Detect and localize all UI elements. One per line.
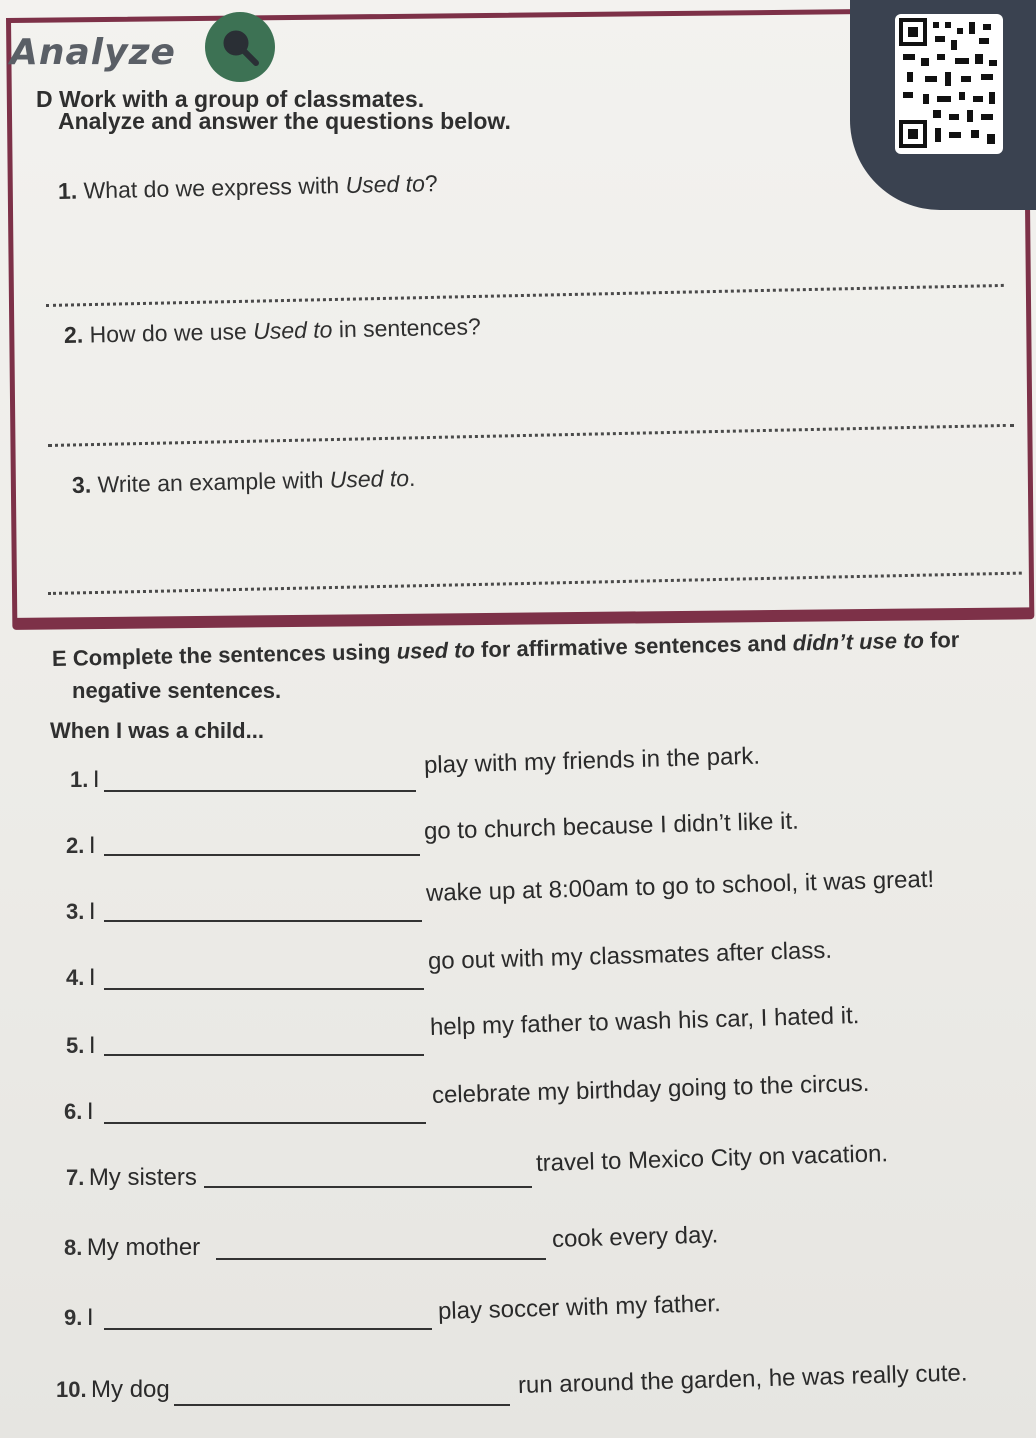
answer-blank-2[interactable] — [104, 854, 420, 856]
magnifier-icon — [205, 12, 275, 82]
qr-code-icon[interactable] — [895, 14, 1003, 154]
instruction-line-1: Work with a group of classmates. — [59, 86, 425, 112]
question-2: 2. How do we use Used to in sentences? — [63, 313, 481, 348]
sentence-rest-1: play with my friends in the park. — [423, 742, 761, 779]
answer-blank-3[interactable] — [104, 920, 422, 922]
sentence-rest-2: go to church because I didn’t like it. — [423, 807, 800, 845]
question-number: 1. — [57, 177, 78, 204]
answer-blank-9[interactable] — [104, 1328, 432, 1330]
answer-blank-8[interactable] — [216, 1258, 546, 1260]
section-d-instruction-2: Analyze and answer the questions below. — [58, 108, 511, 134]
sentence-rest-7: travel to Mexico City on vacation. — [535, 1140, 889, 1177]
question-number: 3. — [71, 471, 92, 498]
sentence-rest-8: cook every day. — [551, 1221, 719, 1253]
answer-blank-10[interactable] — [174, 1404, 510, 1406]
list-item: 8. My mother — [64, 1234, 201, 1261]
answer-blank-7[interactable] — [204, 1186, 532, 1188]
list-item: 7. My sisters — [66, 1164, 197, 1191]
subheading: When I was a child... — [50, 718, 264, 743]
list-item: 5. I — [66, 1032, 96, 1059]
sentence-rest-3: wake up at 8:00am to go to school, it was great! — [425, 865, 935, 907]
answer-blank-4[interactable] — [104, 988, 424, 990]
section-e-letter: E — [51, 645, 67, 671]
section-d-letter: D — [36, 86, 53, 112]
question-3: 3. Write an example with Used to. — [71, 464, 416, 498]
question-1: 1. What do we express with Used to? — [57, 170, 438, 204]
list-item: 10. My dog — [56, 1376, 170, 1403]
sentence-rest-10: run around the garden, he was really cute. — [517, 1359, 968, 1399]
section-e-instruction: E Complete the sentences using used to for affirmative sentences and didn’t use to for — [51, 626, 960, 671]
sentence-rest-9: play soccer with my father. — [437, 1290, 722, 1325]
list-item: 3. I — [66, 898, 96, 925]
list-item: 1. I — [70, 766, 100, 793]
list-item: 2. I — [66, 832, 96, 859]
answer-blank-6[interactable] — [104, 1122, 426, 1124]
section-title: Analyze — [10, 32, 176, 73]
sentence-rest-5: help my father to wash his car, I hated it. — [429, 1002, 860, 1041]
sentence-rest-6: celebrate my birthday going to the circus. — [431, 1069, 870, 1109]
sentence-rest-4: go out with my classmates after class. — [427, 936, 833, 975]
section-e-instruction-2: negative sentences. — [72, 678, 282, 703]
answer-blank-5[interactable] — [104, 1054, 424, 1056]
list-item: 9. I — [64, 1304, 94, 1331]
list-item: 4. I — [66, 964, 96, 991]
question-number: 2. — [63, 321, 84, 348]
list-item: 6. I — [64, 1098, 94, 1125]
answer-blank-1[interactable] — [104, 790, 416, 792]
